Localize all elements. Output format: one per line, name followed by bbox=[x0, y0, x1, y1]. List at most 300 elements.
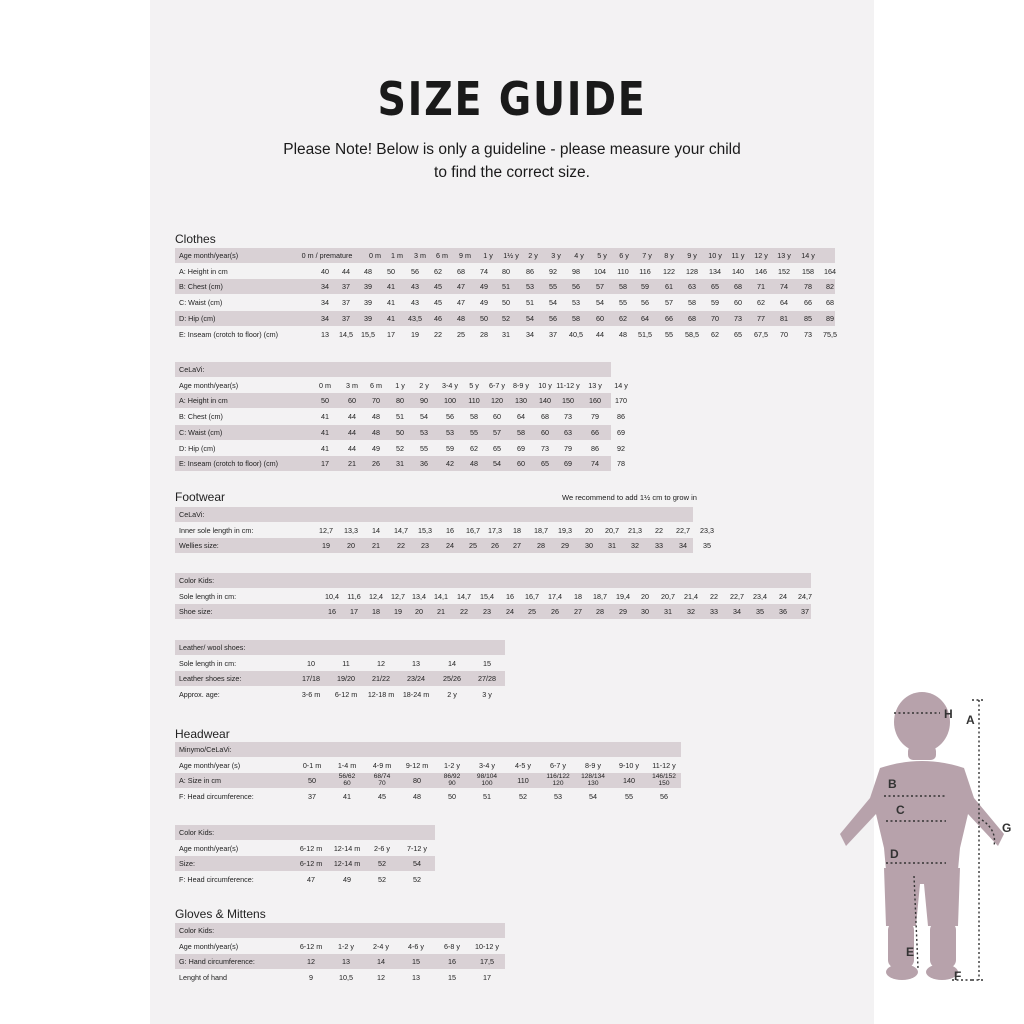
table-cell: 58 bbox=[470, 412, 478, 422]
table-cell: 50 bbox=[321, 396, 329, 406]
table-cell: 9 m bbox=[459, 251, 471, 260]
table-cell: 2-4 y bbox=[373, 941, 389, 951]
table-cell: 12 bbox=[377, 973, 385, 983]
table-cell: 41 bbox=[321, 412, 329, 422]
table-cell: 24 bbox=[506, 607, 514, 617]
table-cell: 57 bbox=[493, 427, 501, 437]
table-cell: 17 bbox=[321, 459, 329, 469]
table-cell: 54 bbox=[589, 792, 597, 802]
table-cell: 20 bbox=[585, 525, 593, 535]
table-cell: 22 bbox=[710, 591, 718, 601]
table-cell: 34 bbox=[321, 298, 329, 308]
table-cell: 53 bbox=[446, 427, 454, 437]
row-label: F: Head circumference: bbox=[179, 792, 254, 802]
table-cell: 6-7 y bbox=[550, 760, 566, 770]
table-cell: 54 bbox=[596, 298, 604, 308]
table-cell: 77 bbox=[757, 313, 765, 323]
table-cell: 36 bbox=[779, 607, 787, 617]
table-cell: 146/152 150 bbox=[652, 773, 676, 787]
table-cell: 50 bbox=[448, 792, 456, 802]
table-cell: 49 bbox=[372, 443, 380, 453]
table-cell: 37 bbox=[549, 329, 557, 339]
table-cell: 164 bbox=[824, 266, 836, 276]
table-cell: 50 bbox=[396, 427, 404, 437]
table-cell: 16,7 bbox=[525, 591, 539, 601]
table-cell: 44 bbox=[596, 329, 604, 339]
table-cell: 0 m bbox=[319, 380, 331, 390]
table-cell: 79 bbox=[591, 412, 599, 422]
row-label: E: Inseam (crotch to floor) (cm) bbox=[179, 459, 279, 469]
row-label: A: Height in cm bbox=[179, 266, 228, 276]
table-cell: 33 bbox=[655, 541, 663, 551]
table-cell: 23/24 bbox=[407, 674, 425, 684]
table-row bbox=[175, 295, 835, 310]
table-cell: 51 bbox=[526, 298, 534, 308]
table-cell: 18,7 bbox=[534, 525, 548, 535]
page-title: SIZE GUIDE bbox=[377, 72, 647, 126]
table-cell: 14 bbox=[372, 525, 380, 535]
table-cell: 47 bbox=[307, 875, 315, 885]
table-cell: 146 bbox=[755, 266, 767, 276]
table-cell: 110 bbox=[517, 776, 529, 786]
row-label: CeLaVi: bbox=[179, 365, 205, 374]
table-cell: 78 bbox=[617, 459, 625, 469]
table-cell: 48 bbox=[470, 459, 478, 469]
table-cell: 78 bbox=[804, 282, 812, 292]
table-cell: 27 bbox=[513, 541, 521, 551]
row-label: C: Waist (cm) bbox=[179, 298, 223, 308]
table-cell: 85 bbox=[804, 313, 812, 323]
child-measurement-figure bbox=[822, 688, 1022, 988]
table-cell: 60 bbox=[493, 412, 501, 422]
table-cell: 18 bbox=[513, 525, 521, 535]
table-cell: 3-6 m bbox=[301, 690, 321, 700]
row-label: Color Kids: bbox=[179, 576, 215, 585]
table-cell: 43 bbox=[411, 282, 419, 292]
table-cell: 50 bbox=[480, 313, 488, 323]
table-cell: 86 bbox=[617, 412, 625, 422]
table-cell: 140 bbox=[539, 396, 551, 406]
table-cell: 35 bbox=[703, 541, 711, 551]
table-cell: 0-1 m bbox=[302, 760, 322, 770]
table-cell: 52 bbox=[378, 875, 386, 885]
table-cell: 4-5 y bbox=[515, 760, 531, 770]
table-cell: 13 bbox=[342, 957, 350, 967]
table-cell: 7-12 y bbox=[407, 843, 427, 853]
table-cell: 51,5 bbox=[638, 329, 652, 339]
table-cell: 64 bbox=[780, 298, 788, 308]
table-cell: 66 bbox=[665, 313, 673, 323]
table-row bbox=[175, 311, 835, 326]
table-cell: 2 y bbox=[447, 690, 457, 700]
table-cell: 18 bbox=[574, 591, 582, 601]
table-cell: 19 bbox=[411, 329, 419, 339]
measure-label-f: F bbox=[954, 969, 962, 983]
table-cell: 58 bbox=[572, 313, 580, 323]
table-cell: 15,4 bbox=[480, 591, 494, 601]
table-cell: 60 bbox=[596, 313, 604, 323]
table-cell: 17,5 bbox=[480, 957, 494, 967]
table-cell: 18-24 m bbox=[402, 690, 430, 700]
table-cell: 17 bbox=[350, 607, 358, 617]
table-cell: 1 m bbox=[391, 251, 403, 260]
measure-label-b: B bbox=[888, 777, 897, 791]
table-cell: 61 bbox=[665, 282, 673, 292]
table-cell: 2-6 y bbox=[374, 843, 390, 853]
table-cell: 6 m bbox=[370, 380, 382, 390]
table-cell: 31 bbox=[502, 329, 510, 339]
table-cell: 29 bbox=[619, 607, 627, 617]
table-cell: 19 bbox=[394, 607, 402, 617]
table-cell: 1 y bbox=[483, 251, 493, 260]
table-cell: 13,3 bbox=[344, 525, 358, 535]
table-cell: 60 bbox=[517, 459, 525, 469]
table-cell: 4-9 m bbox=[372, 760, 392, 770]
table-cell: 5 y bbox=[597, 251, 607, 260]
table-cell: 51 bbox=[502, 282, 510, 292]
table-row bbox=[175, 841, 435, 856]
table-row bbox=[175, 279, 835, 294]
table-cell: 74 bbox=[480, 266, 488, 276]
table-cell: 62 bbox=[470, 443, 478, 453]
table-row bbox=[175, 604, 811, 619]
table-cell: 17 bbox=[483, 973, 491, 983]
table-cell: 98/104 100 bbox=[476, 773, 498, 787]
table-cell: 12-18 m bbox=[367, 690, 395, 700]
table-cell: 26 bbox=[372, 459, 380, 469]
table-cell: 35 bbox=[756, 607, 764, 617]
table-row bbox=[175, 939, 505, 954]
table-cell: 34 bbox=[321, 313, 329, 323]
table-cell: 69 bbox=[517, 443, 525, 453]
table-cell: 14,5 bbox=[339, 329, 353, 339]
table-cell: 104 bbox=[594, 266, 606, 276]
table-cell: 18,7 bbox=[593, 591, 607, 601]
table-cell: 122 bbox=[663, 266, 675, 276]
table-row bbox=[175, 248, 835, 263]
table-cell: 69 bbox=[564, 459, 572, 469]
table-cell: 28 bbox=[480, 329, 488, 339]
table-row bbox=[175, 856, 435, 871]
table-cell: 47 bbox=[457, 282, 465, 292]
table-cell: 48 bbox=[372, 412, 380, 422]
table-cell: 6-12 m bbox=[334, 690, 358, 700]
table-cell: 152 bbox=[778, 266, 790, 276]
table-cell: 68 bbox=[541, 412, 549, 422]
table-cell: 62 bbox=[434, 266, 442, 276]
table-cell: 57 bbox=[665, 298, 673, 308]
table-cell: 25 bbox=[457, 329, 465, 339]
table-cell: 30 bbox=[641, 607, 649, 617]
table-cell: 62 bbox=[619, 313, 627, 323]
table-cell: 3 m bbox=[346, 380, 358, 390]
table-cell: 15 bbox=[448, 973, 456, 983]
table-cell: 39 bbox=[364, 282, 372, 292]
table-cell: 3 m bbox=[414, 251, 426, 260]
table-cell: 37 bbox=[342, 313, 350, 323]
table-cell: 9-10 y bbox=[619, 760, 639, 770]
table-cell: 59 bbox=[446, 443, 454, 453]
table-cell: 130 bbox=[515, 396, 527, 406]
table-cell: 55 bbox=[420, 443, 428, 453]
table-cell: 19/20 bbox=[337, 674, 355, 684]
table-cell: 58 bbox=[619, 282, 627, 292]
measure-label-g: G bbox=[1002, 821, 1012, 835]
table-cell: 20 bbox=[347, 541, 355, 551]
table-cell: 128 bbox=[686, 266, 698, 276]
table-cell: 14,1 bbox=[434, 591, 448, 601]
table-cell: 6-12 m bbox=[299, 843, 323, 853]
table-row bbox=[175, 507, 693, 522]
table-cell: 53 bbox=[526, 282, 534, 292]
table-cell: 27/28 bbox=[478, 674, 496, 684]
table-cell: 19,3 bbox=[558, 525, 572, 535]
row-label: Sole length in cm: bbox=[179, 658, 237, 668]
table-cell: 15 bbox=[483, 658, 491, 668]
row-label: F: Head circumference: bbox=[179, 875, 254, 885]
table-cell: 73 bbox=[804, 329, 812, 339]
table-cell: 56/62 60 bbox=[338, 773, 356, 787]
row-label: Color Kids: bbox=[179, 926, 215, 935]
table-cell: 49 bbox=[343, 875, 351, 885]
table-cell: 110 bbox=[617, 266, 629, 276]
table-cell: 86 bbox=[591, 443, 599, 453]
row-label: D: Hip (cm) bbox=[179, 443, 216, 453]
table-cell: 2 y bbox=[528, 251, 538, 260]
table-cell: 41 bbox=[321, 427, 329, 437]
table-cell: 70 bbox=[780, 329, 788, 339]
table-cell: 65 bbox=[711, 282, 719, 292]
table-cell: 54 bbox=[526, 313, 534, 323]
table-cell: 26 bbox=[491, 541, 499, 551]
table-cell: 43,5 bbox=[408, 313, 422, 323]
table-cell: 44 bbox=[348, 443, 356, 453]
table-cell: 17,3 bbox=[488, 525, 502, 535]
row-label: Lenght of hand bbox=[179, 973, 227, 983]
table-cell: 22 bbox=[397, 541, 405, 551]
table-cell: 50 bbox=[387, 266, 395, 276]
table-cell: 28 bbox=[596, 607, 604, 617]
table-cell: 42 bbox=[446, 459, 454, 469]
table-cell: 0 m / premature bbox=[301, 251, 353, 260]
table-cell: 15,3 bbox=[418, 525, 432, 535]
table-cell: 10-12 y bbox=[475, 941, 499, 951]
row-label: B: Chest (cm) bbox=[179, 282, 223, 292]
table-cell: 39 bbox=[364, 298, 372, 308]
table-cell: 52 bbox=[378, 859, 386, 869]
table-cell: 10 y bbox=[538, 380, 552, 390]
table-cell: 51 bbox=[483, 792, 491, 802]
row-label: C: Waist (cm) bbox=[179, 427, 223, 437]
table-cell: 65 bbox=[541, 459, 549, 469]
table-row bbox=[175, 523, 714, 538]
table-cell: 140 bbox=[732, 266, 744, 276]
table-cell: 10,4 bbox=[325, 591, 339, 601]
table-cell: 43 bbox=[411, 298, 419, 308]
table-cell: 3 y bbox=[551, 251, 561, 260]
table-cell: 13,4 bbox=[412, 591, 426, 601]
measure-label-c: C bbox=[896, 803, 905, 817]
table-cell: 10 y bbox=[708, 251, 722, 260]
table-cell: 3 y bbox=[482, 690, 492, 700]
table-cell: 56 bbox=[446, 412, 454, 422]
table-cell: 68 bbox=[826, 298, 834, 308]
table-cell: 21,3 bbox=[628, 525, 642, 535]
table-cell: 23,3 bbox=[700, 525, 714, 535]
table-row bbox=[175, 441, 625, 456]
table-cell: 34 bbox=[321, 282, 329, 292]
table-row bbox=[175, 589, 811, 604]
table-cell: 12,4 bbox=[369, 591, 383, 601]
table-cell: 86/92 90 bbox=[443, 773, 461, 787]
table-cell: 41 bbox=[387, 313, 395, 323]
table-cell: 24 bbox=[779, 591, 787, 601]
row-label: Shoe size: bbox=[179, 607, 213, 617]
table-cell: 15,5 bbox=[361, 329, 375, 339]
table-cell: 63 bbox=[564, 427, 572, 437]
table-cell: 41 bbox=[321, 443, 329, 453]
table-cell: 49 bbox=[480, 298, 488, 308]
measure-label-e: E bbox=[906, 945, 915, 959]
table-cell: 6-12 m bbox=[299, 941, 323, 951]
table-cell: 1-2 y bbox=[444, 760, 460, 770]
section-clothes-heading: Clothes bbox=[175, 232, 216, 246]
table-cell: 36 bbox=[420, 459, 428, 469]
table-cell: 29 bbox=[561, 541, 569, 551]
table-cell: 92 bbox=[617, 443, 625, 453]
table-cell: 12-14 m bbox=[333, 843, 361, 853]
table-cell: 10 bbox=[307, 658, 315, 668]
table-cell: 20,7 bbox=[661, 591, 675, 601]
table-cell: 14,7 bbox=[394, 525, 408, 535]
row-label: Sole length in cm: bbox=[179, 591, 237, 601]
table-cell: 40,5 bbox=[569, 329, 583, 339]
row-label: Leather/ wool shoes: bbox=[179, 643, 246, 652]
table-cell: 11 bbox=[342, 658, 350, 668]
table-cell: 73 bbox=[564, 412, 572, 422]
table-cell: 17 bbox=[387, 329, 395, 339]
table-cell: 13 y bbox=[588, 380, 602, 390]
footwear-grow-note: We recommend to add 1½ cm to grow in bbox=[562, 493, 697, 502]
table-cell: 9-12 m bbox=[405, 760, 429, 770]
table-cell: 53 bbox=[572, 298, 580, 308]
table-cell: 44 bbox=[348, 427, 356, 437]
table-cell: 89 bbox=[826, 313, 834, 323]
table-cell: 58 bbox=[517, 427, 525, 437]
guideline-note: Please Note! Below is only a guideline - please measure your child to find the correct size. bbox=[283, 141, 741, 181]
table-cell: 16 bbox=[328, 607, 336, 617]
table-cell: 54 bbox=[420, 412, 428, 422]
table-row bbox=[175, 954, 505, 969]
table-cell: 37 bbox=[342, 282, 350, 292]
table-cell: 48 bbox=[372, 427, 380, 437]
table-cell: 44 bbox=[348, 412, 356, 422]
table-cell: 54 bbox=[413, 859, 421, 869]
measure-label-h: H bbox=[944, 707, 953, 721]
table-cell: 75,5 bbox=[823, 329, 837, 339]
table-cell: 8-9 y bbox=[513, 380, 529, 390]
table-row bbox=[175, 773, 681, 788]
table-cell: 98 bbox=[572, 266, 580, 276]
table-cell: 134 bbox=[709, 266, 721, 276]
table-cell: 8-9 y bbox=[585, 760, 601, 770]
table-cell: 56 bbox=[411, 266, 419, 276]
table-cell: 60 bbox=[348, 396, 356, 406]
table-cell: 25 bbox=[469, 541, 477, 551]
table-cell: 68/74 70 bbox=[373, 773, 391, 787]
table-cell: 21/22 bbox=[372, 674, 390, 684]
table-cell: 23,4 bbox=[753, 591, 767, 601]
table-cell: 128/134 130 bbox=[581, 773, 605, 787]
table-cell: 14 bbox=[448, 658, 456, 668]
table-cell: 116/122 120 bbox=[546, 773, 570, 787]
table-cell: 66 bbox=[591, 427, 599, 437]
table-cell: 58,5 bbox=[685, 329, 699, 339]
table-cell: 56 bbox=[572, 282, 580, 292]
table-cell: 11-12 y bbox=[556, 380, 580, 390]
table-cell: 14 bbox=[377, 957, 385, 967]
row-label: D: Hip (cm) bbox=[179, 313, 216, 323]
table-row bbox=[175, 742, 681, 757]
row-label: Color Kids: bbox=[179, 828, 215, 837]
table-cell: 86 bbox=[526, 266, 534, 276]
row-label: E: Inseam (crotch to floor) (cm) bbox=[179, 329, 279, 339]
table-cell: 17/18 bbox=[302, 674, 320, 684]
row-label: CeLaVi: bbox=[179, 510, 205, 519]
table-cell: 32 bbox=[687, 607, 695, 617]
table-cell: 22 bbox=[434, 329, 442, 339]
table-cell: 37 bbox=[308, 792, 316, 802]
table-row bbox=[175, 671, 505, 686]
table-cell: 59 bbox=[711, 298, 719, 308]
table-cell: 52 bbox=[519, 792, 527, 802]
table-cell: 58 bbox=[688, 298, 696, 308]
table-row bbox=[175, 687, 505, 702]
table-cell: 9 bbox=[309, 973, 313, 983]
table-row bbox=[175, 538, 711, 553]
table-cell: 45 bbox=[434, 298, 442, 308]
table-cell: 45 bbox=[434, 282, 442, 292]
section-footwear-heading: Footwear bbox=[175, 490, 226, 504]
table-cell: 110 bbox=[468, 396, 480, 406]
table-cell: 62 bbox=[757, 298, 765, 308]
table-row bbox=[175, 640, 505, 655]
table-cell: 55 bbox=[619, 298, 627, 308]
table-cell: 66 bbox=[804, 298, 812, 308]
table-cell: 13 bbox=[321, 329, 329, 339]
table-cell: 60 bbox=[734, 298, 742, 308]
table-cell: 17,4 bbox=[548, 591, 562, 601]
table-cell: 51 bbox=[396, 412, 404, 422]
table-cell: 70 bbox=[711, 313, 719, 323]
table-cell: 170 bbox=[615, 396, 627, 406]
table-row bbox=[175, 923, 505, 938]
table-cell: 1 y bbox=[395, 380, 405, 390]
table-cell: 55 bbox=[470, 427, 478, 437]
table-row bbox=[175, 362, 611, 377]
table-cell: 44 bbox=[342, 266, 350, 276]
table-row bbox=[175, 758, 681, 773]
table-cell: 100 bbox=[444, 396, 456, 406]
row-label: G: Hand circumference: bbox=[179, 957, 255, 967]
table-cell: 6-12 m bbox=[299, 859, 323, 869]
table-cell: 73 bbox=[541, 443, 549, 453]
table-cell: 28 bbox=[537, 541, 545, 551]
table-cell: 19 bbox=[322, 541, 330, 551]
table-cell: 64 bbox=[641, 313, 649, 323]
table-cell: 12 y bbox=[754, 251, 768, 260]
table-cell: 6 m bbox=[436, 251, 448, 260]
